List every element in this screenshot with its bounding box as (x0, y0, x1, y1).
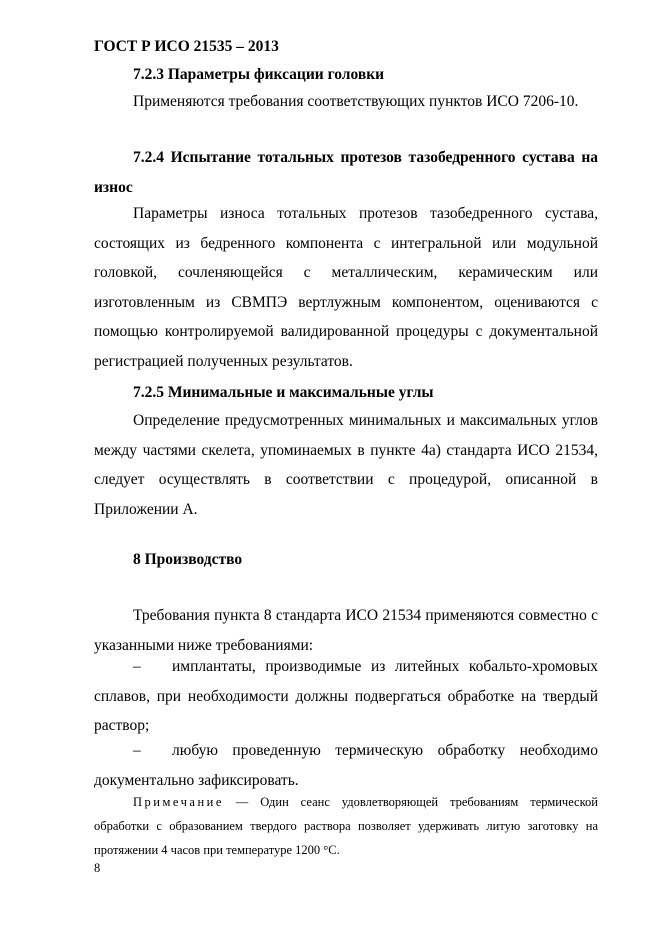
page-number: 8 (94, 861, 101, 875)
section-7-2-5-text: Определение предусмотренных минимальных и максимальных углов между частями скелета, упоминаемых в пункте 4а) стандарта ИСО 21534, следует осуществлять в соответствии с процедурой, описанной в Приложении А. (94, 412, 598, 518)
list-item-text: любую проведенную термическую обработку необходимо документально зафиксировать. (94, 742, 598, 789)
note-label: Примечание (133, 795, 224, 809)
section-7-2-3-heading: 7.2.3 Параметры фиксации головки (133, 66, 385, 83)
section-7-2-4-heading: 7.2.4 Испытание тотальных протезов тазобедренного сустава на износ (94, 149, 598, 196)
section-7-2-5-heading: 7.2.5 Минимальные и максимальные углы (133, 384, 434, 401)
list-dash: – (133, 658, 141, 675)
document-header: ГОСТ Р ИСО 21535 – 2013 (94, 38, 279, 55)
section-7-2-3-text: Применяются требования соответствующих пунктов ИСО 7206-10. (133, 93, 579, 110)
section-7-2-4-text: Параметры износа тотальных протезов тазобедренного сустава, состоящих из бедренного компонента с интегральной или модульной головкой, сочленяющейся с металлическим, керамическим или изготовленным из СВМПЭ вертлужным компонентом, оцениваются с помощью контролируемой валидированной процедуры с документальной регистрацией полученных результатов. (94, 205, 598, 370)
list-item (94, 652, 598, 741)
list-item-text: имплантаты, производимые из литейных кобальто-хромовых сплавов, при необходимости должны подвергаться обработке на твердый раствор; (94, 658, 598, 734)
list-dash: – (133, 742, 141, 759)
list-item (94, 736, 598, 795)
note (94, 790, 598, 862)
note-text: — Один сеанс удовлетворяющей требованиям термической обработки с образованием твердого раствора позволяет удерживать литую заготовку на протяжении 4 часов при температуре 1200 °С. (94, 795, 598, 857)
section-8-intro: Требования пункта 8 стандарта ИСО 21534 применяются совместно с указанными ниже требованиями: (94, 607, 598, 654)
section-8-heading: 8 Производство (133, 551, 243, 568)
